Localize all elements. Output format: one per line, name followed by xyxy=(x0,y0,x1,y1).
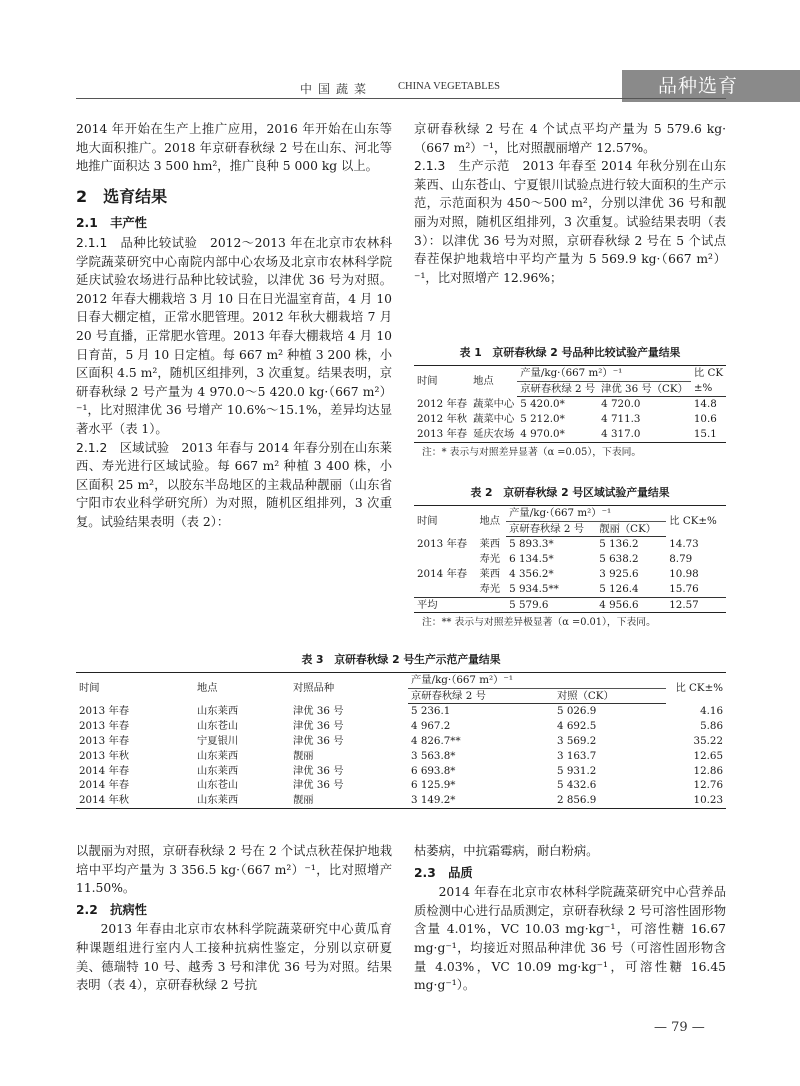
t3-cell: 山东莱西 xyxy=(197,764,239,777)
t3-cell: 靓丽 xyxy=(290,793,408,808)
table-row xyxy=(76,749,726,764)
table-row xyxy=(414,537,726,552)
t2-cell: 莱西 xyxy=(479,538,501,551)
t3-cell: 5 931.2 xyxy=(557,764,597,777)
t3-cell: 4.16 xyxy=(700,705,723,718)
paragraph-resistance-continued: 枯萎病，中抗霜霉病，耐白粉病。 xyxy=(414,844,599,858)
subsection-heading-yield: 2.1 丰产性 xyxy=(76,216,147,231)
t2-cell: 4 356.2* xyxy=(509,567,554,580)
t1-header-time: 时间 xyxy=(414,365,470,397)
t3-cell: 12.65 xyxy=(693,749,723,762)
t1-header-site: 地点 xyxy=(470,365,517,397)
t3-header-ck: 对照（CK） xyxy=(554,688,666,704)
t3-cell: 津优 36 号 xyxy=(293,705,344,718)
t3-cell: 5 236.1 xyxy=(411,705,451,718)
table-row xyxy=(76,764,726,779)
t1-header-ck: 津优 36 号（CK） xyxy=(598,381,691,397)
t1-cell: 10.6 xyxy=(693,413,717,426)
t2-cell: 5 934.5** xyxy=(506,582,596,597)
t1-cell: 蔬菜中心 xyxy=(473,413,515,426)
t3-cell: 6 125.9* xyxy=(411,779,456,792)
t3-cell: 12.76 xyxy=(693,779,723,792)
paragraph-autumn-result: 以靓丽为对照，京研春秋绿 2 号在 2 个试点秋茬保护地栽培中平均产量为 3 356.5 kg·（667 m²）⁻¹，比对照增产 11.50%。 xyxy=(76,844,392,896)
t2-header-site: 地点 xyxy=(477,505,507,537)
right-column-bottom xyxy=(414,842,726,995)
t3-cell: 2013 年秋 xyxy=(79,749,130,762)
t2-cell xyxy=(414,552,477,567)
text-regional-trial: 2013 年春与 2014 年春分别在山东莱西、寿光进行区域试验。每 667 m² 种植 3 400 株，小区面积 25 m²，以胶东半岛地区的主栽品种靓丽（山东省宁阳市农业科学研究所）为对照，随机区组排列，3 次重复。试验结果表明（表 2）： xyxy=(76,440,392,529)
paragraph-resistance: 2013 年春由北京市农林科学院蔬菜研究中心黄瓜育种课题组进行室内人工接种抗病性鉴定，分别以京研夏美、德瑞特 10 号、越秀 3 号和津优 36 号为对照。结果表明（表 4），京研春秋绿 2 号抗 xyxy=(76,922,392,993)
text-demonstration: 2013 年春至 2014 年秋分别在山东莱西、山东苍山、宁夏银川试验点进行较大面积的生产示范，示范面积为 450～500 m²，分别以津优 36 号和靓丽为对照，随机区组排列，3 次重复。试验结果表明（表 3）：以津优 36 号为对照，京研春秋绿 2 号在 5 个试点春茬保护地栽培中平均产量为 5 569.9 kg·（667 m²）⁻¹，比对照增产 12.96%； xyxy=(414,159,726,285)
t2-cell: 3 925.6 xyxy=(599,567,639,580)
t3-cell: 宁夏银川 xyxy=(197,734,239,747)
t1-header-ratio: 比 CK xyxy=(691,365,726,381)
t1-cell: 4 720.0 xyxy=(601,398,641,411)
t3-cell: 4 692.5 xyxy=(557,720,597,733)
t2-cell xyxy=(477,597,507,613)
t2-cell: 8.79 xyxy=(669,553,693,566)
t2-cell: 5 638.2 xyxy=(599,553,639,566)
t3-cell: 3 163.7 xyxy=(557,749,597,762)
t3-cell: 津优 36 号 xyxy=(293,779,344,792)
t3-cell: 5 026.9 xyxy=(557,705,597,718)
t1-cell: 4 317.0 xyxy=(598,427,691,442)
paragraph-demonstration xyxy=(414,157,726,287)
t3-cell: 2014 年春 xyxy=(79,764,130,777)
table-row xyxy=(414,427,726,442)
table-row xyxy=(76,734,726,749)
table-1-note: 注：* 表示与对照差异显著（α =0.05），下表同。 xyxy=(422,446,642,458)
table-3 xyxy=(76,653,726,809)
heading-demonstration: 2.1.3 生产示范 xyxy=(414,159,510,174)
t2-cell: 6 134.5* xyxy=(509,553,554,566)
t2-cell xyxy=(414,582,477,597)
t3-cell: 津优 36 号 xyxy=(293,764,344,777)
table-2 xyxy=(414,486,726,631)
t2-cell: 5 136.2 xyxy=(599,538,639,551)
t2-cell: 14.73 xyxy=(669,538,699,551)
t3-cell: 3 563.8* xyxy=(411,749,456,762)
journal-title-cn: 中国蔬菜 xyxy=(300,82,373,96)
table-row xyxy=(414,412,726,427)
t3-cell: 35.22 xyxy=(693,734,723,747)
t2-cell: 12.57 xyxy=(666,597,726,613)
t2-header-ratio: 比 CK±% xyxy=(666,505,726,537)
table-row xyxy=(76,719,726,734)
t2-header-ck: 靓丽（CK） xyxy=(596,521,666,537)
t1-cell: 2012 年春 xyxy=(417,398,468,411)
t2-cell: 15.76 xyxy=(666,582,726,597)
t1-cell: 4 970.0* xyxy=(517,427,598,442)
t1-cell: 5 420.0* xyxy=(520,398,565,411)
heading-regional-trial: 2.1.2 区域试验 xyxy=(76,440,170,455)
t1-cell: 蔬菜中心 xyxy=(473,398,515,411)
t1-cell: 2013 年春 xyxy=(414,427,470,442)
t2-cell: 2013 年春 xyxy=(417,538,468,551)
table-row-average xyxy=(414,597,726,613)
paragraph-variety-trial xyxy=(76,234,392,439)
table-1-grid xyxy=(414,365,726,443)
running-header xyxy=(0,70,800,100)
table-1-title: 表 1 京研春秋绿 2 号品种比较试验产量结果 xyxy=(459,346,681,359)
page-number: — 79 — xyxy=(654,1020,705,1035)
t3-cell: 5 432.6 xyxy=(557,779,597,792)
t3-cell: 山东苍山 xyxy=(197,720,239,733)
t3-cell: 山东苍山 xyxy=(197,779,239,792)
t1-cell: 15.1 xyxy=(691,427,726,442)
t1-header-cultivar: 京研春秋绿 2 号 xyxy=(517,381,598,397)
t2-cell: 寿光 xyxy=(479,553,501,566)
t3-cell: 山东莱西 xyxy=(197,749,239,762)
t2-header-time: 时间 xyxy=(414,505,477,537)
subsection-heading-resistance: 2.2 抗病性 xyxy=(76,902,147,917)
paragraph-quality: 2014 年春在北京市农林科学院蔬菜研究中心营养品质检测中心进行品质测定，京研春秋绿 2 号可溶性固形物含量 4.01%，VC 10.03 mg·kg⁻¹，可溶性糖 16.67 mg·g⁻¹，均接近对照品种津优 36 号（可溶性固形物含量 4.03%，VC 10.09 mg·kg⁻¹，可溶性糖 16.45 mg·g⁻¹）。 xyxy=(414,885,726,993)
table-row xyxy=(414,567,726,582)
t3-header-time: 时间 xyxy=(76,672,194,704)
left-column-top xyxy=(76,120,392,531)
paragraph-intro-continued: 2014 年开始在生产上推广应用，2016 年开始在山东等地大面积推广。2018 年京研春秋绿 2 号在山东、河北等地推广面积达 3 500 hm²，推广良种 5 000 kg 以上。 xyxy=(76,122,392,174)
table-row xyxy=(76,793,726,808)
t2-cell: 5 893.3* xyxy=(509,538,554,551)
heading-variety-trial: 2.1.1 品种比较试验 xyxy=(76,235,198,250)
t3-cell: 靓丽 xyxy=(293,749,314,762)
t2-cell: 2014 年春 xyxy=(417,567,468,580)
right-column-top xyxy=(414,120,726,287)
table-2-note: 注：** 表示与对照差异极显著（α =0.01），下表同。 xyxy=(422,617,656,629)
t1-cell: 4 711.3 xyxy=(601,413,641,426)
t1-cell: 延庆农场 xyxy=(470,427,517,442)
t2-cell: 5 126.4 xyxy=(596,582,666,597)
table-row xyxy=(414,552,726,567)
t2-cell: 平均 xyxy=(414,597,477,613)
subsection-heading-quality: 2.3 品质 xyxy=(414,865,473,880)
paragraph-regional-trial xyxy=(76,439,392,532)
t2-cell: 4 956.6 xyxy=(596,597,666,613)
t3-cell: 10.23 xyxy=(666,793,726,808)
t3-cell: 2 856.9 xyxy=(554,793,666,808)
table-2-title: 表 2 京研春秋绿 2 号区域试验产量结果 xyxy=(470,486,670,499)
t3-cell: 山东莱西 xyxy=(197,705,239,718)
section-tab: 品种选育 xyxy=(622,70,800,102)
table-3-grid xyxy=(76,672,726,809)
t2-cell: 寿光 xyxy=(477,582,507,597)
t2-cell: 莱西 xyxy=(479,567,501,580)
t3-header-cultivar: 京研春秋绿 2 号 xyxy=(408,688,554,704)
header-rule xyxy=(76,98,726,99)
t3-cell: 2014 年春 xyxy=(79,779,130,792)
t3-cell: 津优 36 号 xyxy=(293,734,344,747)
section-heading-results: 2 选育结果 xyxy=(76,186,168,206)
t1-cell: 5 212.0* xyxy=(520,413,565,426)
t2-header-yield: 产量/kg·（667 m²）⁻¹ xyxy=(506,505,666,521)
t3-header-ratio: 比 CK±% xyxy=(666,672,726,704)
paragraph-regional-result: 京研春秋绿 2 号在 4 个试点平均产量为 5 579.6 kg·（667 m²）⁻¹，比对照靓丽增产 12.57%。 xyxy=(414,122,726,155)
t3-cell: 3 569.2 xyxy=(557,734,597,747)
t3-cell: 6 693.8* xyxy=(411,764,456,777)
t3-cell: 山东莱西 xyxy=(194,793,290,808)
table-row xyxy=(76,778,726,793)
table-2-grid xyxy=(414,505,726,614)
t3-cell: 4 967.2 xyxy=(411,720,451,733)
t3-cell: 3 149.2* xyxy=(408,793,554,808)
t3-cell: 4 826.7** xyxy=(411,734,461,747)
table-row xyxy=(414,582,726,597)
t3-cell: 2013 年春 xyxy=(79,734,130,747)
left-column-bottom xyxy=(76,842,392,995)
t2-cell: 5 579.6 xyxy=(506,597,596,613)
table-3-title: 表 3 京研春秋绿 2 号生产示范产量结果 xyxy=(301,653,501,666)
t1-header-ratio-unit: ±% xyxy=(691,381,726,397)
t1-cell: 14.8 xyxy=(693,398,717,411)
t2-header-cultivar: 京研春秋绿 2 号 xyxy=(506,521,596,537)
t3-cell: 2014 年秋 xyxy=(76,793,194,808)
t3-cell: 5.86 xyxy=(700,720,723,733)
t1-header-yield: 产量/kg·（667 m²）⁻¹ xyxy=(517,365,691,381)
t3-header-site: 地点 xyxy=(194,672,290,704)
t3-cell: 津优 36 号 xyxy=(293,720,344,733)
t3-header-ck-variety: 对照品种 xyxy=(290,672,408,704)
table-1 xyxy=(414,346,726,461)
t3-cell: 2013 年春 xyxy=(79,705,130,718)
t2-cell: 10.98 xyxy=(669,567,699,580)
t3-cell: 2013 年春 xyxy=(79,720,130,733)
t3-cell: 12.86 xyxy=(693,764,723,777)
journal-title-en: CHINA VEGETABLES xyxy=(398,81,500,92)
table-row xyxy=(76,704,726,719)
t1-cell: 2012 年秋 xyxy=(417,413,468,426)
text-variety-trial: 2012～2013 年在北京市农林科学院蔬菜研究中心南院内部中心农场及北京市农林科学院延庆试验农场进行品种比较试验，以津优 36 号为对照。2012 年春大棚栽培 3 月 10 日在日光温室育苗，4 月 10 日春大棚定植，正常水肥管理。2012 年秋大棚栽培 7 月 20 号直播，正常肥水管理。2013 年春大棚栽培 4 月 10 日育苗，5 月 10 日定植。每 667 m² 种植 3 200 株，小区面积 4.5 m²，随机区组排列，3 次重复。结果表明，京研春秋绿 2 号产量为 4 970.0～5 420.0 kg·（667 m²）⁻¹，比对照津优 36 号增产 10.6%～15.1%，差异均达显著水平（表 1）。 xyxy=(76,235,393,436)
table-row xyxy=(414,397,726,412)
t3-header-yield: 产量/kg·（667 m²）⁻¹ xyxy=(408,672,666,688)
